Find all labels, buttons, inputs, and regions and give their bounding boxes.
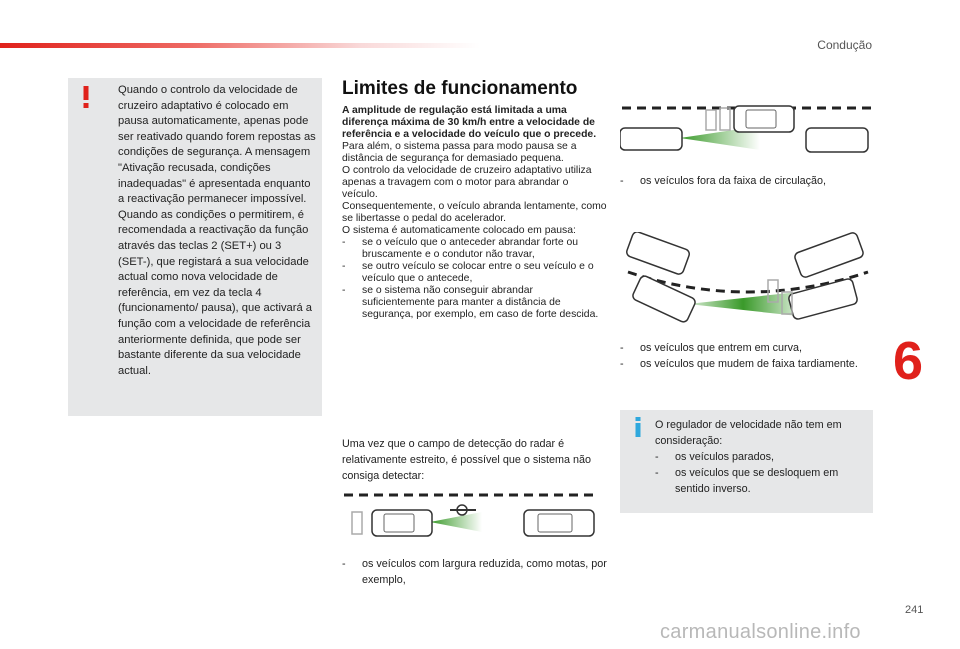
list-item: - os veículos que entrem em curva, [620,342,803,354]
list-item: - se o veículo que o anteceder abrandar forte ou bruscamente e o condutor não travar, [342,237,579,260]
paragraph: Para além, o sistema passa para modo pausa se a distância de segurança for demasiado pequena. [342,141,577,164]
operating-limits-text [342,105,607,321]
paragraph: Consequentemente, o veículo abranda lentamente, como se libertasse o pedal do acelerador. [342,201,607,224]
page-number: 241 [905,604,924,616]
chapter-number: 6 [893,331,924,391]
paragraph: O sistema é automaticamente colocado em pausa: [342,225,576,236]
narrow-vehicle-illustration [342,488,600,546]
list-item: - os veículos que mudem de faixa tardiamente. [620,358,858,370]
caption-outside-lane: - os veículos fora da faixa de circulação, [620,175,827,187]
info-text: O regulador de velocidade não tem em consideração: - os veículos parados, - os veículos que se desloquem em sentido inverso. [655,417,867,497]
info-i-icon [633,417,643,437]
warning-text: Quando o controlo da velocidade de cruzeiro adaptativo é colocado em pausa automaticamente, apenas pode ser reativado quando forem repostas as condições de segurança. A mensagem "Ativação recusada, condições inadequadas" é apresentada enquanto a reactivação permanecer impossível. Quando as condições o permitirem, é recomendada a reactivação da função através das teclas 2 (SET+) ou 3 (SET-), que registará a sua velocidade actual como nova velocidade de referência, em vez da tecla 4 (funcionamento/ pausa), que activará a função com a velocidade de referência anteriormente definida, que pode ser bastante diferente da sua velocidade actual. [118,84,316,377]
list-item: - os veículos parados, [655,451,775,463]
outside-lane-illustration [620,98,878,160]
paragraph: O controlo da velocidade de cruzeiro adaptativo utiliza apenas a travagem com o motor para abrandar o veículo. [342,165,592,200]
warning-exclamation-icon [82,86,90,112]
list-item: - os veículos que se desloquem em sentido inverso. [655,467,839,495]
header-accent-bar [0,43,480,48]
caption-narrow-vehicles: - os veículos com largura reduzida, como motas, por exemplo, [342,558,607,586]
curve-lane-change-illustration [618,232,876,332]
watermark: carmanualsonline.info [660,621,861,643]
caption-curve-lane-change [620,340,880,372]
lead-paragraph: A amplitude de regulação está limitada a uma diferença máxima de 30 km/h entre a velocidade de referência e a velocidade do veículo que o precede. [342,105,597,140]
list-item: - se o sistema não conseguir abrandar suficientemente para manter a distância de segurança, por exemplo, em caso de forte descida. [342,285,599,320]
radar-text: Uma vez que o campo de detecção do radar é relativamente estreito, é possível que o sistema não consiga detectar: [342,438,592,482]
list-item: - se outro veículo se colocar entre o seu veículo e o veículo que o antecede, [342,261,594,284]
page-title: Limites de funcionamento [342,78,578,99]
section-title: Condução [817,38,872,52]
